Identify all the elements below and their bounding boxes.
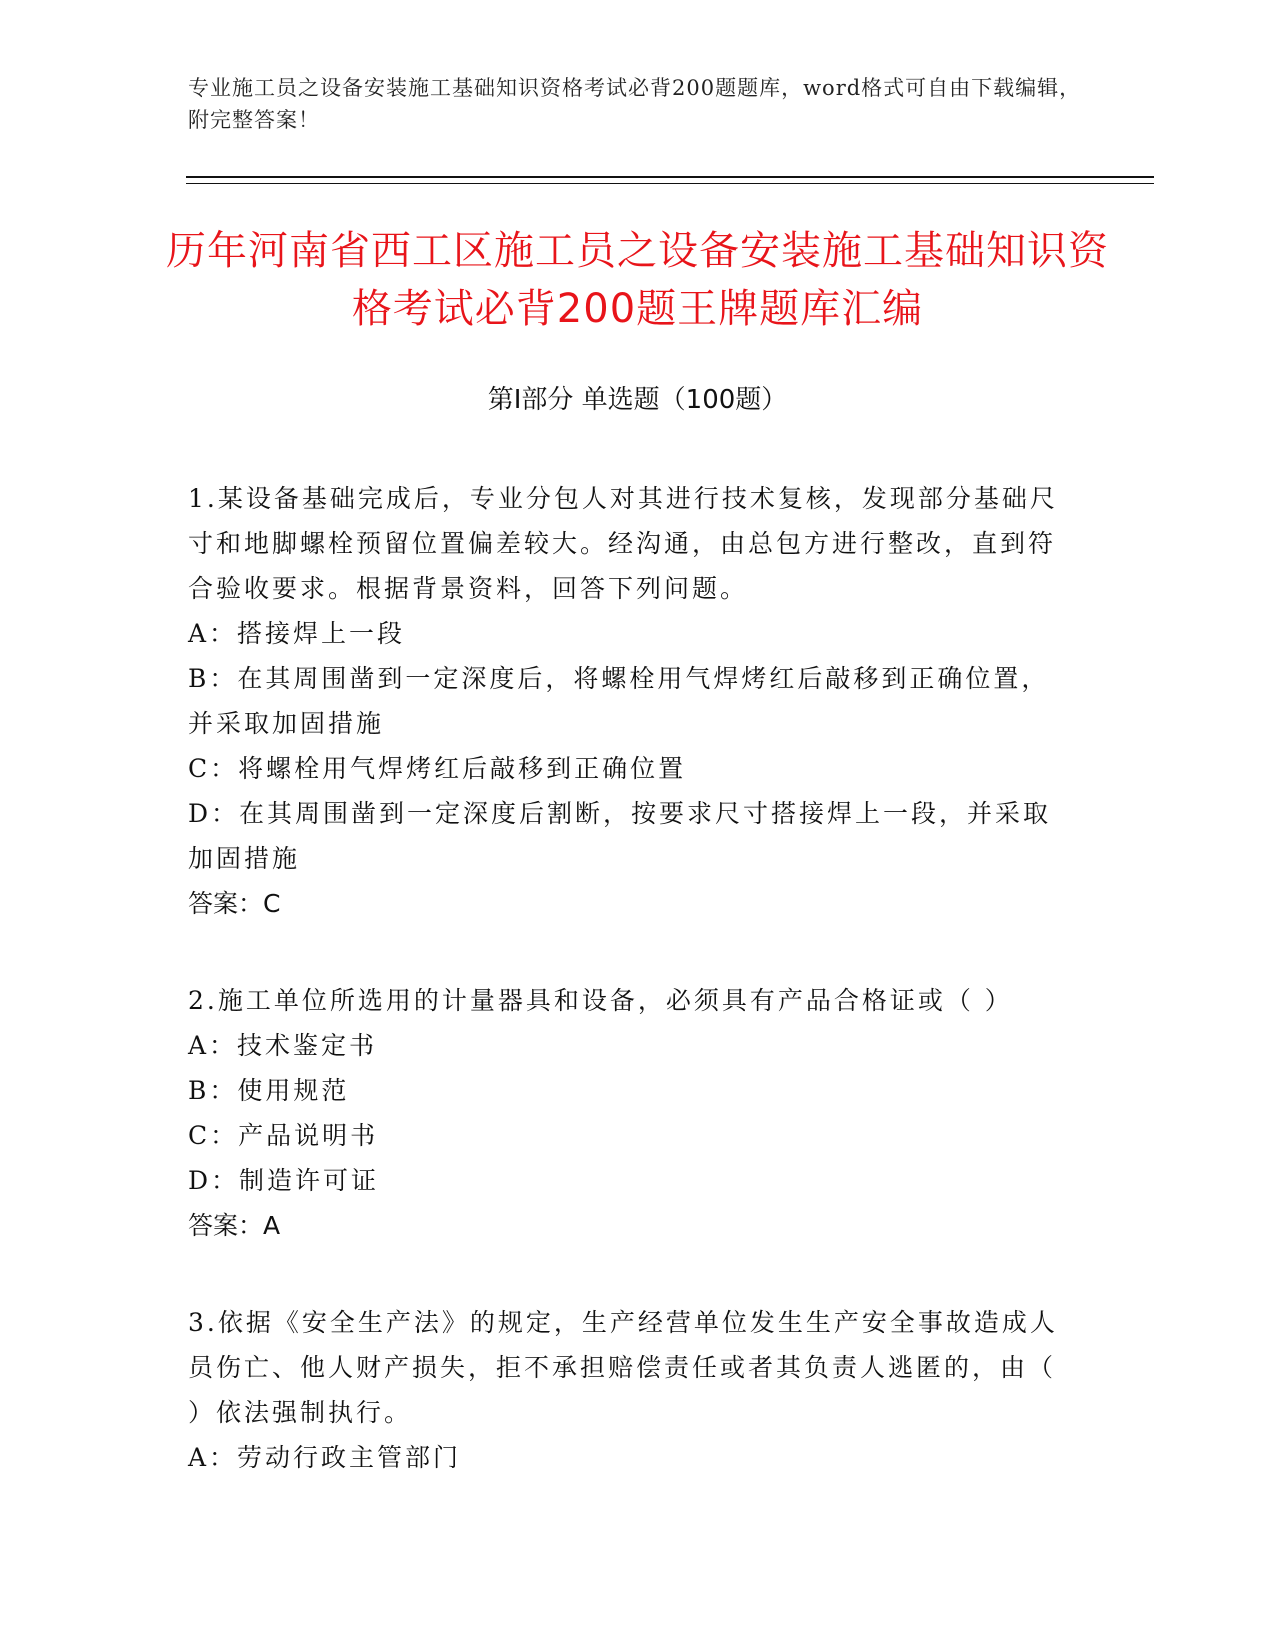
answer: 答案：A bbox=[188, 1211, 281, 1240]
header-note: 专业施工员之设备安装施工基础知识资格考试必背200题题库，word格式可自由下载编辑，附完整答案！ bbox=[188, 76, 1082, 132]
option-d: D：制造许可证 bbox=[188, 1166, 380, 1195]
header-divider-thin bbox=[186, 183, 1154, 184]
question-stem: 3.依据《安全生产法》的规定，生产经营单位发生生产安全事故造成人员伤亡、他人财产损失，拒不承担赔偿责任或者其负责人逃匿的，由（ ）依法强制执行。 bbox=[188, 1308, 1058, 1427]
question-stem: 2.施工单位所选用的计量器具和设备，必须具有产品合格证或（ ） bbox=[188, 986, 1013, 1015]
question-2 bbox=[188, 978, 1068, 1248]
option-d: D：在其周围凿到一定深度后割断，按要求尺寸搭接焊上一段，并采取加固措施 bbox=[188, 799, 1052, 873]
option-a: A：搭接焊上一段 bbox=[188, 619, 406, 648]
option-b: B：在其周围凿到一定深度后，将螺栓用气焊烤红后敲移到正确位置，并采取加固措施 bbox=[188, 664, 1050, 738]
document-title: 历年河南省西工区施工员之设备安装施工基础知识资格考试必背200题王牌题库汇编 bbox=[166, 228, 1109, 332]
question-1 bbox=[188, 476, 1068, 926]
answer: 答案：C bbox=[188, 889, 281, 918]
section-title: 第Ⅰ部分 单选题（100题） bbox=[487, 385, 788, 415]
question-3 bbox=[188, 1300, 1068, 1480]
option-a: A：技术鉴定书 bbox=[188, 1031, 378, 1060]
question-stem: 1.某设备基础完成后，专业分包人对其进行技术复核，发现部分基础尺寸和地脚螺栓预留位置偏差较大。经沟通，由总包方进行整改，直到符合验收要求。根据背景资料，回答下列问题。 bbox=[188, 484, 1058, 603]
question-list bbox=[188, 476, 1068, 1532]
header-divider-thick bbox=[186, 176, 1154, 178]
option-b: B：使用规范 bbox=[188, 1076, 350, 1105]
option-c: C：将螺栓用气焊烤红后敲移到正确位置 bbox=[188, 754, 687, 783]
option-c: C：产品说明书 bbox=[188, 1121, 379, 1150]
option-a: A：劳动行政主管部门 bbox=[188, 1443, 462, 1472]
